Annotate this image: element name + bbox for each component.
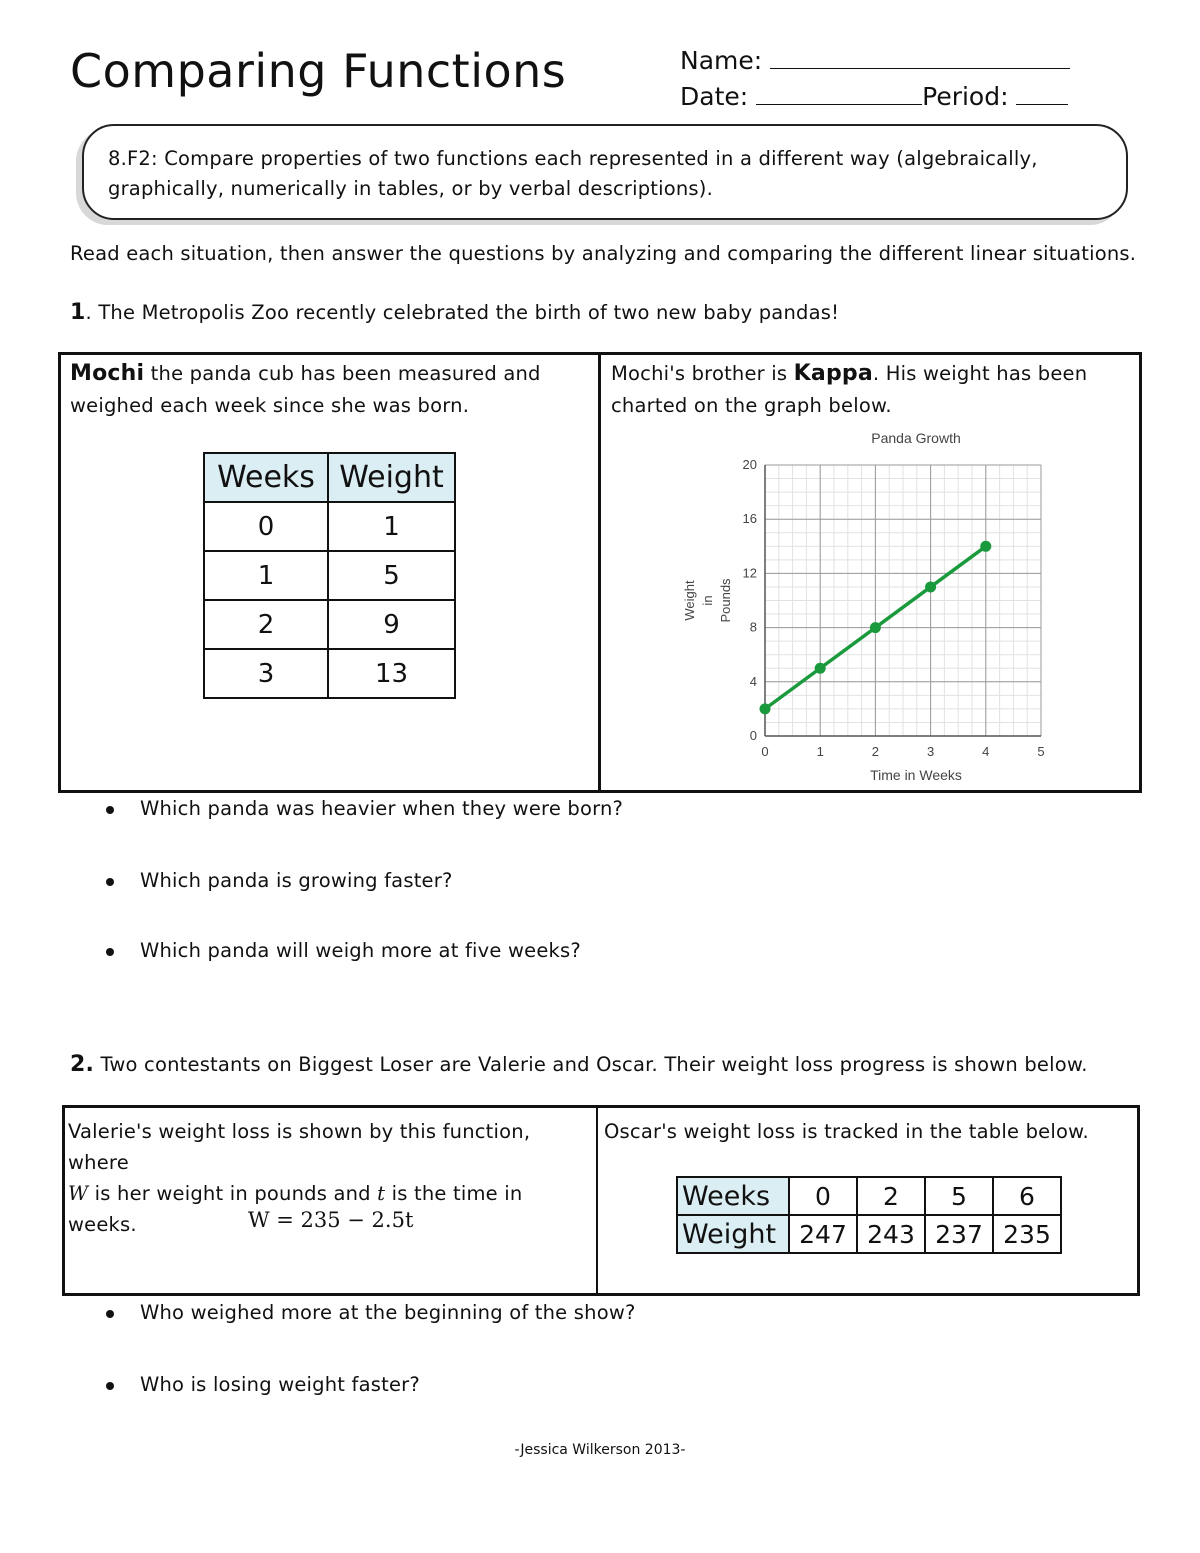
chart-grid [765, 465, 1041, 736]
table-row [204, 649, 455, 698]
variable-t: t [377, 1182, 386, 1205]
table-cell: 5 [925, 1177, 993, 1215]
oscar-row-label-weight: Weight [677, 1215, 789, 1253]
valerie-line-1: Valerie's weight loss is shown by this function, where [68, 1120, 531, 1174]
oscar-row-label-weeks: Weeks [677, 1177, 789, 1215]
question-text: Who weighed more at the beginning of the show? [140, 1301, 636, 1324]
x-tick-label: 3 [926, 744, 935, 759]
table-cell: 247 [789, 1215, 857, 1253]
name-blank[interactable] [770, 50, 1070, 69]
y-axis-label-line: Weight [682, 580, 697, 621]
question-text: Which panda was heavier when they were born? [140, 797, 624, 820]
mochi-table [203, 452, 456, 699]
question-2-prompt: Two contestants on Biggest Loser are Valerie and Oscar. Their weight loss progress is shown below. [94, 1053, 1088, 1076]
variable-w: W [68, 1182, 89, 1205]
table-row [204, 600, 455, 649]
name-label: Name: [680, 46, 763, 75]
table-cell: 235 [993, 1215, 1061, 1253]
table-cell: 5 [328, 551, 455, 600]
period-blank[interactable] [1016, 86, 1068, 105]
valerie-end: is the time in weeks. [68, 1182, 523, 1236]
table-row [204, 551, 455, 600]
list-item [140, 869, 453, 892]
kappa-text-pre: Mochi's brother is [611, 362, 794, 385]
y-tick-label: 20 [742, 457, 757, 472]
y-axis-label-line: Pounds [718, 578, 733, 623]
question-text: Which panda is growing faster? [140, 869, 453, 892]
mochi-text: the panda cub has been measured and weighed each week since she was born. [70, 362, 541, 417]
bullet-icon [106, 1310, 114, 1318]
table-cell: 13 [328, 649, 455, 698]
bullet-icon [106, 948, 114, 956]
question-2-divider [596, 1105, 598, 1296]
page-title: Comparing Functions [70, 44, 567, 98]
question-2-number: 2. [70, 1052, 95, 1077]
list-item [140, 939, 581, 962]
table-cell: 243 [857, 1215, 925, 1253]
list-item [140, 1301, 636, 1324]
kappa-description [611, 358, 1121, 422]
y-tick-label: 4 [749, 673, 757, 689]
oscar-description: Oscar's weight loss is tracked in the table below. [604, 1120, 1089, 1143]
table-cell: 0 [204, 502, 328, 551]
table-cell: 1 [204, 551, 328, 600]
x-tick-label: 0 [761, 744, 769, 759]
table-cell: 0 [789, 1177, 857, 1215]
date-period-field [680, 82, 1068, 111]
name-field [680, 46, 1070, 75]
data-point [925, 581, 936, 592]
mochi-name: Mochi [70, 361, 145, 386]
panda-growth-chart [610, 424, 1130, 790]
date-blank[interactable] [756, 86, 922, 105]
table-row [204, 502, 455, 551]
chart-y-axis-label [682, 578, 733, 623]
data-point [980, 541, 991, 552]
list-item [140, 797, 623, 820]
question-2-heading [70, 1052, 1088, 1077]
list-item [140, 1373, 420, 1396]
table-cell: 237 [925, 1215, 993, 1253]
y-tick-label: 0 [749, 728, 757, 743]
chart-title: Panda Growth [871, 430, 961, 446]
table-cell: 3 [204, 649, 328, 698]
footer-credit: -Jessica Wilkerson 2013- [514, 1442, 686, 1458]
instructions: Read each situation, then answer the questions by analyzing and comparing the different linear situations. [70, 242, 1137, 265]
oscar-table [676, 1176, 1062, 1254]
question-1-heading [70, 300, 839, 325]
y-tick-label: 12 [742, 565, 757, 581]
question-text: Which panda will weigh more at five weeks? [140, 939, 581, 962]
table-cell: 1 [328, 502, 455, 551]
x-tick-label: 1 [816, 744, 824, 759]
table-cell: 2 [857, 1177, 925, 1215]
kappa-name: Kappa [793, 361, 873, 386]
data-point [760, 703, 771, 714]
mochi-table-header [204, 453, 455, 502]
table-row [677, 1177, 1061, 1215]
x-tick-label: 5 [1037, 744, 1045, 759]
data-point [870, 622, 881, 633]
mochi-description [70, 358, 580, 422]
data-point [815, 663, 826, 674]
bullet-icon [106, 806, 114, 814]
question-1-number: 1 [70, 300, 86, 325]
mochi-header-weeks: Weeks [204, 453, 328, 502]
valerie-formula: W = 235 − 2.5t [248, 1208, 414, 1232]
date-label: Date: [680, 82, 749, 111]
x-tick-label: 2 [871, 744, 880, 759]
y-axis-label-line: in [700, 595, 715, 606]
question-text: Who is losing weight faster? [140, 1373, 420, 1396]
table-row [677, 1215, 1061, 1253]
mochi-header-weight: Weight [328, 453, 455, 502]
y-tick-label: 8 [749, 619, 757, 635]
period-label: Period: [922, 82, 1009, 111]
question-1-divider [598, 352, 601, 793]
bullet-icon [106, 878, 114, 886]
valerie-mid: is her weight in pounds and [88, 1182, 378, 1205]
chart-x-axis-label: Time in Weeks [870, 767, 962, 783]
table-cell: 9 [328, 600, 455, 649]
kappa-text-post: . His weight has been charted on the graph below. [611, 362, 1088, 417]
question-1-prompt: . The Metropolis Zoo recently celebrated the birth of two new baby pandas! [85, 301, 840, 324]
y-tick-label: 16 [742, 511, 757, 527]
standard-text: 8.F2: Compare properties of two functions each represented in a different way (algebraically, graphically, numerically in tables, or by verbal descriptions). [108, 147, 1038, 200]
table-cell: 2 [204, 600, 328, 649]
bullet-icon [106, 1382, 114, 1390]
table-cell: 6 [993, 1177, 1061, 1215]
x-tick-label: 4 [982, 744, 990, 759]
